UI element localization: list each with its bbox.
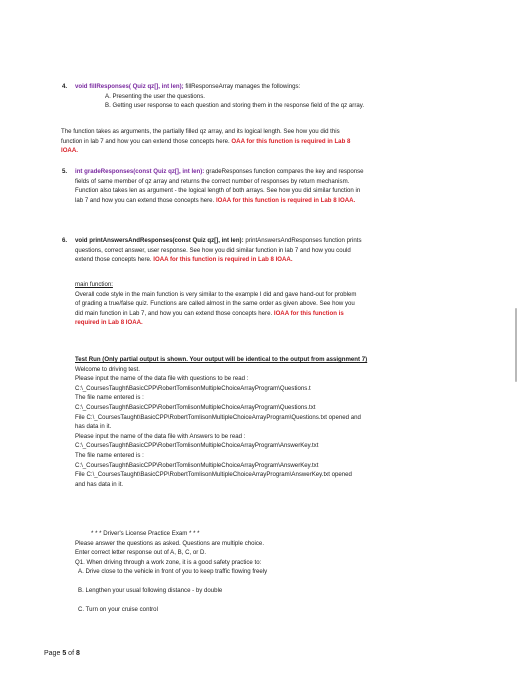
console-line: C:\_CoursesTaught\BasicCPP\RobertTomlisonMultipleChoiceArrayProgram\AnswerKey.txt	[75, 461, 319, 469]
section-heading: main function:	[75, 281, 113, 288]
function-signature: int gradeResponses(const Quiz qz[], int len):	[75, 168, 205, 175]
console-line: The file name entered is :	[75, 394, 144, 402]
requirement-note: required in Lab 8 IOAA.	[75, 319, 143, 327]
paragraph-line: Function also takes len as argument - the logical length of both arrays. See how you did similar function in	[75, 187, 361, 195]
page-footer	[44, 650, 80, 657]
item-number: 4.	[62, 83, 68, 90]
page-total: 8	[75, 650, 80, 657]
page-label: Page	[44, 650, 61, 657]
item-6	[62, 236, 362, 265]
console-line: C:\_CoursesTaught\BasicCPP\RobertTomlisonMultipleChoiceArrayProgram\Questions.t	[75, 384, 311, 392]
paragraph-line: Overall code style in the main function is very similar to the example I did and gave hand-out for problem	[75, 290, 357, 298]
answer-option-c: C. Turn on your cruise control	[78, 605, 158, 613]
paragraph-text: extend those concepts here.	[75, 256, 152, 264]
console-line: Welcome to driving test.	[75, 365, 140, 373]
question-text: Q1. When driving through a work zone, it is a good safety practice to:	[75, 558, 262, 566]
function-signature: void printAnswersAndResponses(const Quiz qz[], int len):	[75, 237, 244, 244]
paragraph-text: did main function in Lab 7, and how you can extend those concepts here.	[75, 309, 273, 317]
requirement-note: IOAA for this function is required in Lab 8 IOAA.	[153, 256, 293, 264]
paragraph-line: The function takes as arguments, the partially filled qz array, and its logical length. See how you did this	[61, 128, 340, 135]
console-line: File C:\_CoursesTaught\BasicCPP\RobertTomlisonMultipleChoiceArrayProgram\AnswerKey.txt opened	[75, 471, 352, 479]
test-run-section	[75, 355, 367, 489]
test-run-heading: Test Run (Only partial output is shown. Your output will be identical to the output from assignment 7)	[75, 356, 368, 363]
function-description: gradeResponses function compares the key and response	[206, 168, 364, 175]
console-line: C:\_CoursesTaught\BasicCPP\RobertTomlisonMultipleChoiceArrayProgram\Questions.txt	[75, 403, 316, 411]
page-number: 5	[62, 650, 67, 657]
vertical-scrollbar[interactable]	[515, 308, 517, 382]
item-number: 6.	[62, 237, 68, 244]
paragraph-text: lab 7 and how you can extend those concepts here.	[75, 196, 215, 204]
paragraph-line: of grading a true/false quiz. Functions are called almost in the same order as given above. See how you	[75, 300, 355, 308]
paragraph-line: questions, correct answer, user response. See how you did similar function in lab 7 and how you could	[75, 246, 351, 254]
console-line: File C:\_CoursesTaught\BasicCPP\RobertTomlisonMultipleChoiceArrayProgram\Questions.txt opened and	[75, 413, 361, 421]
item-4	[62, 82, 364, 111]
page-of-label: of	[68, 650, 75, 657]
paragraph-line: fields of same member of qz array and returns the correct number of responses by return mechanism.	[75, 177, 350, 185]
item-5	[62, 167, 364, 205]
function-signature: void fillResponses( Quiz qz[], int len);	[75, 83, 184, 90]
requirement-note: IOAA.	[61, 147, 78, 155]
item-4-point-a: A. Presenting the user the questions.	[105, 92, 205, 100]
console-output	[75, 365, 367, 490]
exam-output	[75, 529, 267, 614]
console-line: and has data in it.	[75, 480, 124, 488]
paragraph-text: function in lab 7 and how you can extend those concepts here.	[61, 137, 230, 145]
requirement-note: IOAA for this function is required in Lab 8 IOAA.	[215, 196, 356, 204]
requirement-note: OAA for this function is required in Lab 8	[231, 137, 351, 145]
console-line: Please input the name of the data file with questions to be read :	[75, 375, 249, 383]
exam-line: Enter correct letter response out of A, B, C, or D.	[75, 549, 207, 557]
main-function-section	[75, 280, 356, 328]
console-line: has data in it.	[75, 423, 112, 431]
arguments-paragraph	[61, 127, 350, 156]
function-description: printAnswersAndResponses function prints	[245, 237, 362, 244]
exam-line: Please answer the questions as asked. Questions are multiple choice.	[75, 539, 265, 547]
console-line: C:\_CoursesTaught\BasicCPP\RobertTomlisonMultipleChoiceArrayProgram\AnswerKey.txt	[75, 442, 319, 450]
function-description: fillResponseArray manages the followings:	[185, 83, 301, 90]
console-line: Please input the name of the data file with Answers to be read :	[75, 432, 246, 440]
answer-option-b: B. Lengthen your usual following distance - by double	[78, 586, 223, 594]
item-number: 5.	[62, 168, 68, 175]
item-4-point-b: B. Getting user response to each question and storing them in the response field of the qz array.	[105, 102, 365, 110]
answer-option-a: A. Drive close to the vehicle in front of you to keep traffic flowing freely	[78, 568, 268, 576]
console-line: The file name entered is :	[75, 451, 144, 459]
requirement-note: IOAA for this function is	[273, 309, 344, 317]
exam-title: * * * Driver's License Practice Exam * * *	[91, 530, 200, 537]
